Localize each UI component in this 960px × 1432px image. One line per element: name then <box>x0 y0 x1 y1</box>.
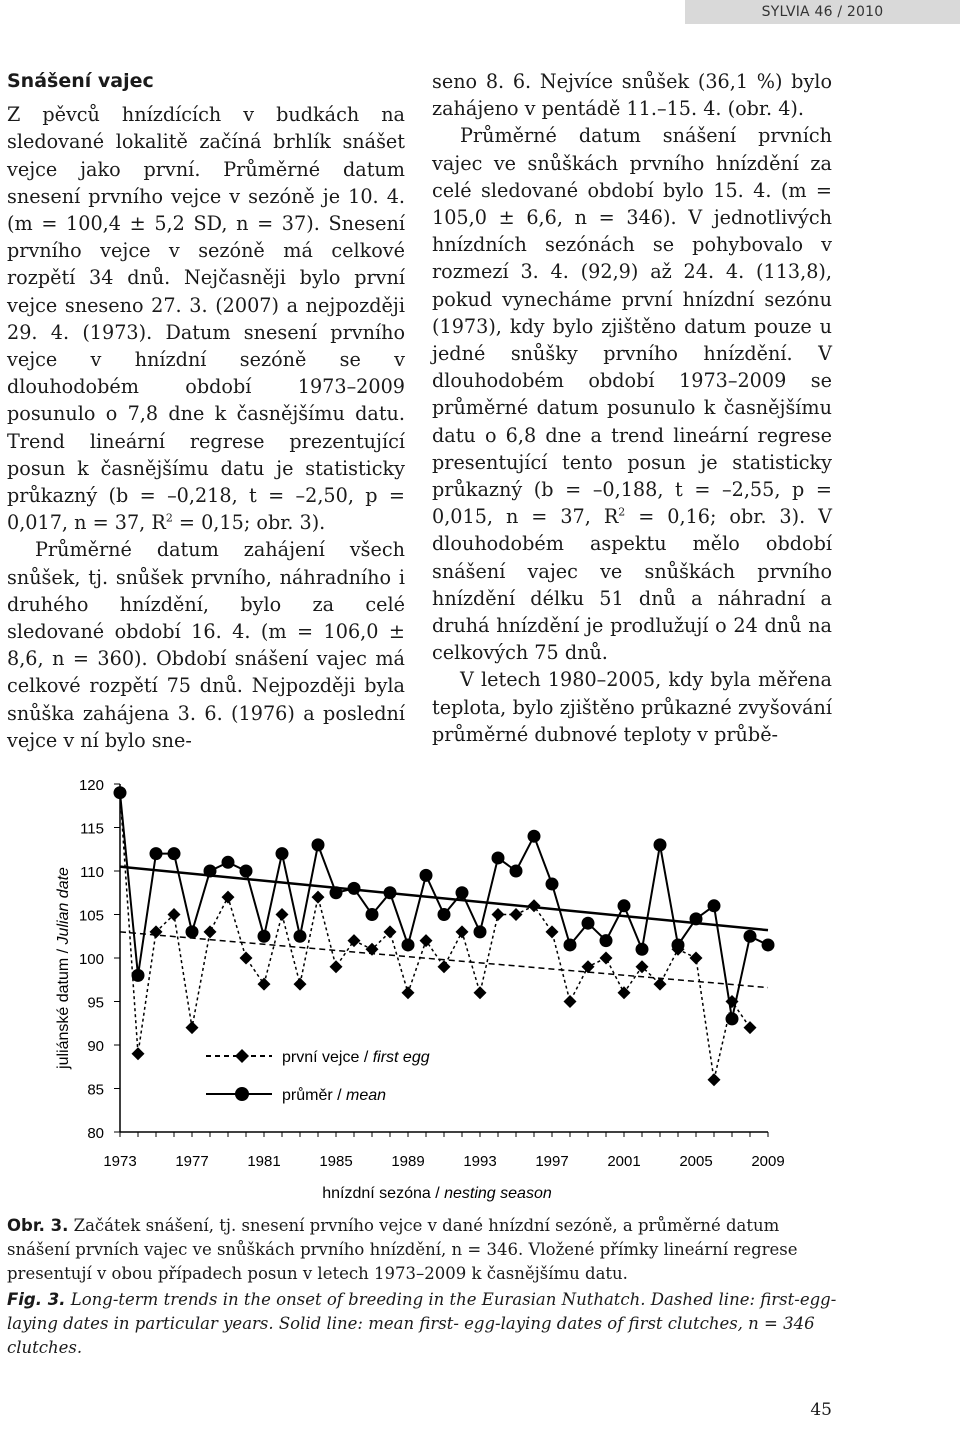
y-tick-label: 115 <box>80 820 104 838</box>
mean-point <box>312 838 325 851</box>
y-tick-label: 105 <box>78 907 104 925</box>
mean-point <box>708 899 721 912</box>
first-egg-point <box>438 960 451 973</box>
first-egg-point <box>330 960 343 973</box>
first-egg-point <box>474 986 487 999</box>
mean-point <box>690 912 703 925</box>
figure-caption <box>7 1214 837 1361</box>
chart-series <box>114 786 775 1086</box>
x-tick-label: 1973 <box>103 1153 137 1170</box>
mean-point <box>438 908 451 921</box>
mean-point <box>492 851 505 864</box>
mean-point <box>456 886 469 899</box>
first-egg-point <box>222 891 235 904</box>
mean-point <box>420 869 433 882</box>
first-egg-point <box>618 986 631 999</box>
first-egg-point <box>348 934 361 947</box>
y-tick-label: 120 <box>78 777 104 794</box>
mean-point <box>510 865 523 878</box>
caption-english: Fig. 3. Long-term trends in the onset of breeding in the Eurasian Nuthatch. Dashed line: first-egg-laying dates in particular years. Solid line: mean first- egg-laying dates of first clutches, n = 346 clutches. <box>7 1289 837 1358</box>
first-egg-point <box>204 925 217 938</box>
chart-legend <box>206 1049 430 1104</box>
x-tick-label: 1993 <box>463 1153 497 1170</box>
first-egg-point <box>492 908 505 921</box>
first-egg-point <box>186 1021 199 1034</box>
first-egg-point <box>294 978 307 991</box>
first-egg-point <box>240 952 253 965</box>
mean-point <box>546 878 559 891</box>
mean-point <box>402 938 415 951</box>
first-egg-point <box>258 978 271 991</box>
mean-point <box>348 882 361 895</box>
first-egg-point <box>132 1047 145 1060</box>
mean-point <box>618 899 631 912</box>
legend-label-first-egg: první vejce / first egg <box>282 1049 430 1066</box>
first-egg-point <box>708 1073 721 1086</box>
mean-point <box>222 856 235 869</box>
x-tick-label: 1985 <box>319 1153 353 1170</box>
mean-point <box>258 930 271 943</box>
caption-czech: Obr. 3. Začátek snášení, tj. snesení prvního vejce v dané hnízdní sezóně, a průměrné datum snášení prvních vajec ve snůškách prvního hnízdění, n = 346. Vložené přímky lineární regrese presentují v obou případech posun v letech 1973–2009 k časnějšímu datu. <box>7 1216 798 1284</box>
mean-point <box>744 930 757 943</box>
right-column <box>432 68 832 748</box>
first-egg-point <box>402 986 415 999</box>
x-tick-label: 1977 <box>175 1153 209 1170</box>
x-tick-label: 1989 <box>391 1153 425 1170</box>
y-tick-label: 90 <box>87 1038 104 1055</box>
first-egg-point <box>276 908 289 921</box>
first-egg-point <box>420 934 433 947</box>
mean-point <box>654 838 667 851</box>
mean-point <box>762 938 775 951</box>
trendline-first-egg <box>120 932 768 988</box>
mean-point <box>186 925 199 938</box>
y-tick-label: 100 <box>78 951 104 968</box>
mean-point <box>168 847 181 860</box>
mean-point <box>330 886 343 899</box>
x-tick-label: 2001 <box>607 1153 641 1170</box>
y-tick-label: 85 <box>87 1081 104 1099</box>
mean-point <box>528 830 541 843</box>
first-egg-point <box>564 995 577 1008</box>
left-column <box>7 68 405 754</box>
first-egg-point <box>528 899 541 912</box>
journal-header: SYLVIA 46 / 2010 <box>685 0 960 24</box>
first-egg-point <box>654 978 667 991</box>
y-tick-label: 80 <box>87 1125 104 1142</box>
mean-point <box>384 886 397 899</box>
mean-point <box>366 908 379 921</box>
mean-point <box>600 934 613 947</box>
mean-series-line <box>120 793 768 1019</box>
x-tick-label: 2009 <box>751 1153 785 1170</box>
mean-point <box>294 930 307 943</box>
first-egg-series-line <box>120 793 750 1080</box>
first-egg-point <box>312 891 325 904</box>
mean-point <box>726 1012 739 1025</box>
legend-circle-marker <box>235 1087 249 1101</box>
first-egg-point <box>510 908 523 921</box>
mean-point <box>150 847 163 860</box>
paragraph: Z pěvců hnízdících v budkách na sledované lokalitě začíná brhlík snášet vejce jako první. Průměrné datum snesení prvního vejce v sezóně je 10. 4. (m = 100,4 ± 5,2 SD, n = 37). Snesení prvního vejce v sezóně má celkové rozpětí 34 dnů. Nejčasněji bylo první vejce sneseno 27. 3. (2007) a nejpozději 29. 4. (1973). Datum snesení prvního vejce v hnízdní sezóně se v dlouhodobém období 1973–2009 posunulo o 7,8 dne k časnějšímu datu. Trend lineární regrese prezentující posun k časnějšímu datu je statisticky průkazný (b = –0,218, t = –2,50, p = 0,017, n = 37, $R^2 = 0,15$; obr. 3). <box>7 103 405 535</box>
y-tick-label: 95 <box>87 994 104 1012</box>
first-egg-point <box>456 925 469 938</box>
paragraph: seno 8. 6. Nejvíce snůšek (36,1 %) bylo zahájeno v pentádě 11.–15. 4. (obr. 4). <box>432 70 832 121</box>
x-tick-label: 1997 <box>535 1153 569 1170</box>
section-heading: Snášení vajec <box>7 70 154 92</box>
paragraph: V letech 1980–2005, kdy byla měřena teplota, bylo zjištěno průkazné zvyšování průměrné dubnové teploty v průbě- <box>432 668 832 746</box>
x-tick-label: 1981 <box>247 1153 281 1170</box>
paragraph: Průměrné datum zahájení všech snůšek, tj. snůšek prvního, náhradního i druhého hnízdění, bylo za celé sledované období 16. 4. (m = 106,0 ± 8,6, n = 360). Období snášení vajec má celkové rozpětí 75 dnů. Nejpozději byla snůška zahájena 3. 6. (1976) a poslední vejce v ní bylo sne- <box>7 538 405 752</box>
first-egg-point <box>600 952 613 965</box>
mean-point <box>114 786 127 799</box>
mean-point <box>204 865 217 878</box>
legend-diamond-marker <box>235 1049 249 1063</box>
paragraph: Průměrné datum snášení prvních vajec ve snůškách prvního hnízdění za celé sledované období bylo 15. 4. (m = 105,0 ± 6,6, n = 346). V jednotlivých hnízdních sezónách se pohybovalo v rozmezí 3. 4. (92,9) až 24. 4. (113,8), pokud vynecháme první hnízdní sezónu (1973), kdy bylo zjištěno datum pouze u jedné snůšky prvního hnízdění. V dlouhodobém období 1973–2009 se průměrné datum posunulo k časnějšímu datu o 6,8 dne a trend lineární regrese presentující tento posun je statisticky průkazný (b = –0,188, t = –2,55, p = 0,015, n = 37, $R^2 = 0,16$; obr. 3). V dlouhodobém aspektu mělo období snášení vajec ve snůškách prvního hnízdění délku 51 dnů a náhradní a druhá hnízdění je prodlužují o 24 dnů na celkových 75 dnů. <box>432 124 833 665</box>
chart-axes <box>79 777 785 1170</box>
line-chart <box>0 760 960 1210</box>
x-tick-label: 2005 <box>679 1153 713 1170</box>
legend-label-mean: průměr / mean <box>282 1087 387 1104</box>
first-egg-point <box>744 1021 757 1034</box>
mean-point <box>474 925 487 938</box>
x-axis-title: hnízdní sezóna / nesting season <box>322 1185 552 1202</box>
y-tick-label: 110 <box>80 864 104 881</box>
mean-point <box>582 917 595 930</box>
first-egg-point <box>546 925 559 938</box>
mean-point <box>672 938 685 951</box>
mean-point <box>564 938 577 951</box>
first-egg-point <box>690 952 703 965</box>
mean-point <box>636 943 649 956</box>
page-number: 45 <box>810 1400 832 1420</box>
mean-point <box>132 969 145 982</box>
mean-point <box>276 847 289 860</box>
y-axis-title: juliánské datum / Julian date <box>55 867 72 1069</box>
mean-point <box>240 865 253 878</box>
